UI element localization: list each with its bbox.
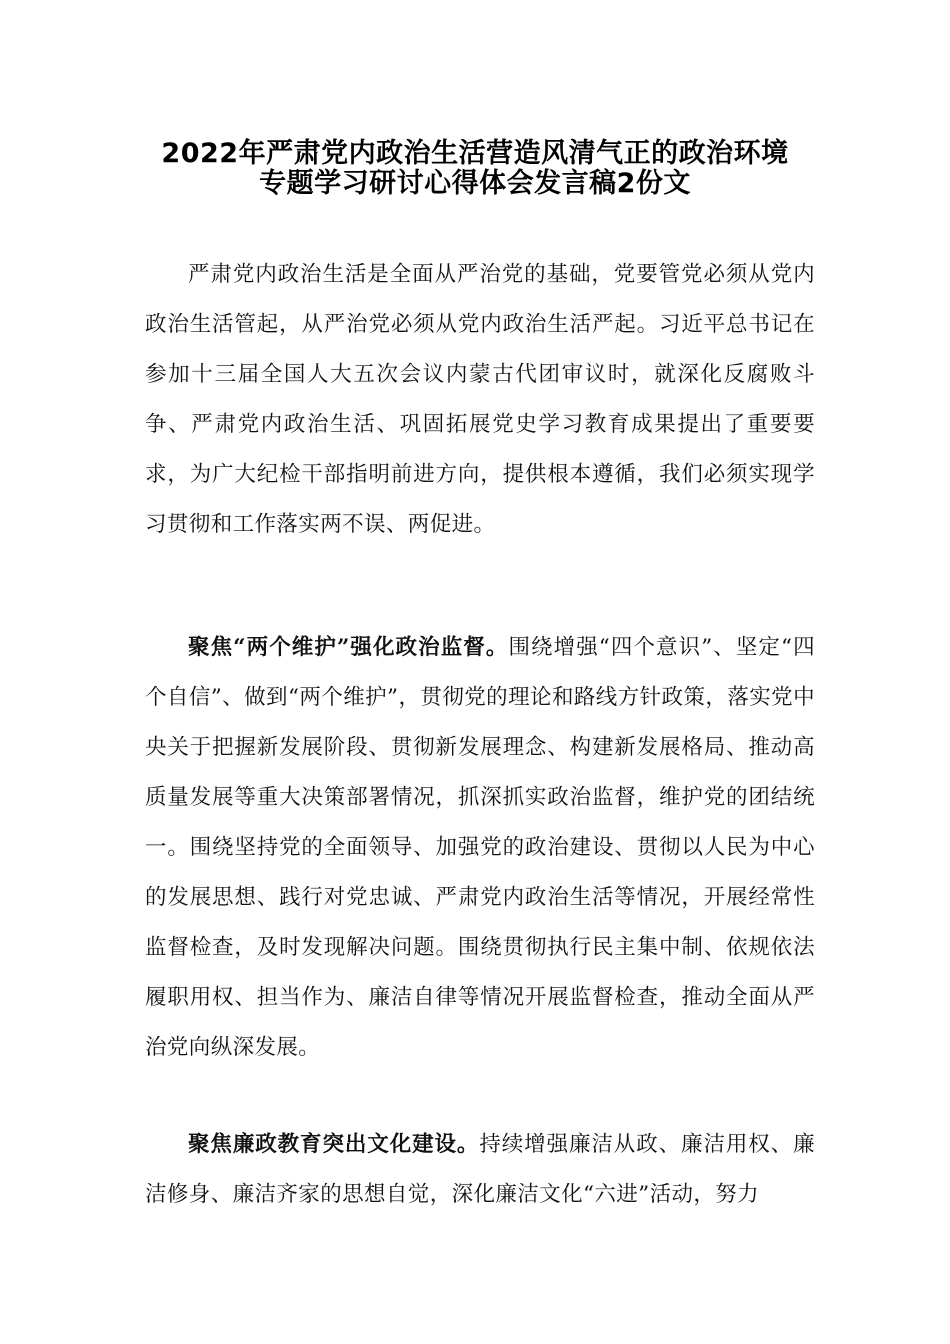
paragraph-lead: 聚焦“两个维护”强化政治监督。 — [188, 635, 509, 660]
paragraph-text: 持续增强廉洁从政、廉洁用权、廉洁修身、廉洁齐家的思想自觉，深化廉洁文化“六进”活动，努力 — [145, 1132, 815, 1207]
paragraph-text: 严肃党内政治生活是全面从严治党的基础，党要管党必须从党内政治生活管起，从严治党必须从党内政治生活严起。习近平总书记在参加十三届全国人大五次会议内蒙古代团审议时，就深化反腐败斗争、严肃党内政治生活、巩固拓展党史学习教育成果提出了重要要求，为广大纪检干部指明前进方向，提供根本遵循，我们必须实现学习贯彻和工作落实两不误、两促进。 — [145, 262, 815, 537]
paragraph-intro — [145, 250, 815, 550]
document-title-line-2: 专题学习研讨心得体会发言稿2份文 — [259, 168, 691, 199]
paragraph-integrity-education — [145, 1120, 815, 1220]
paragraph-text: 围绕增强“四个意识”、坚定“四个自信”、做到“两个维护”，贯彻党的理论和路线方针政策，落实党中央关于把握新发展阶段、贯彻新发展理念、构建新发展格局、推动高质量发展等重大决策部署情况，抓深抓实政治监督，维护党的团结统一。围绕坚持党的全面领导、加强党的政治建设、贯彻以人民为中心的发展思想、践行对党忠诚、严肃党内政治生活等情况，开展经常性监督检查，及时发现解决问题。围绕贯彻执行民主集中制、依规依法履职用权、担当作为、廉洁自律等情况开展监督检查，推动全面从严治党向纵深发展。 — [145, 635, 815, 1060]
paragraph-lead: 聚焦廉政教育突出文化建设。 — [188, 1132, 480, 1157]
document-title-line-1: 2022年严肃党内政治生活营造风清气正的政治环境 — [161, 138, 789, 169]
paragraph-political-supervision — [145, 623, 815, 1073]
